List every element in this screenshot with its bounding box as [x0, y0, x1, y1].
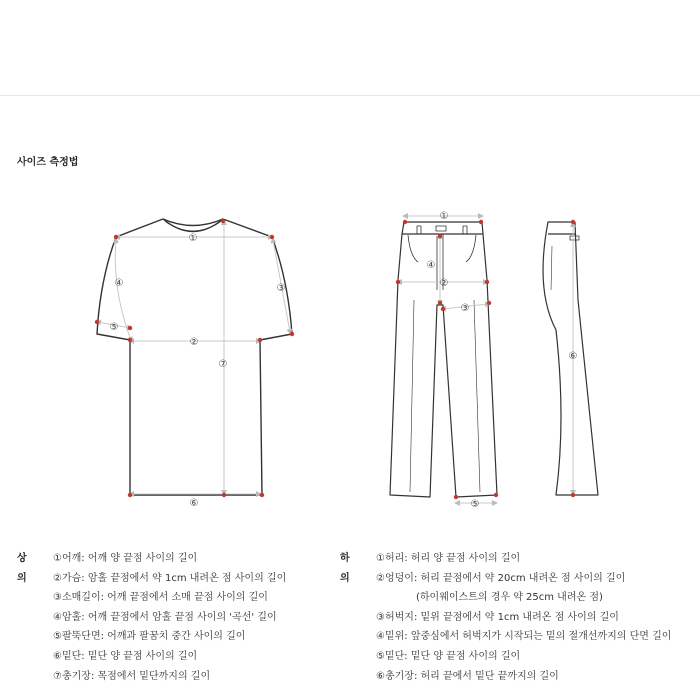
tshirt-label-7: ⑦: [218, 359, 228, 370]
size-measurement-diagram: [0, 195, 700, 515]
legend-item: ⑦총기장: 목점에서 밑단까지의 길이: [53, 670, 211, 682]
legend-item: ⑤밑단: 밑단 양 끝점 사이의 길이: [376, 650, 521, 662]
tshirt-label-6: ⑥: [189, 498, 199, 509]
pants-front-illustration: [390, 222, 497, 497]
legend-heading-top: 상의: [17, 553, 27, 584]
legend-item: ④암홀: 어깨 끝점에서 암홀 끝점 사이의 '곡선' 길이: [53, 611, 277, 623]
legend-item: ③소매길이: 어깨 끝점에서 소매 끝점 사이의 길이: [53, 592, 268, 604]
tshirt-label-3: ③: [276, 283, 286, 294]
page-title: 사이즈 측정법: [17, 157, 79, 168]
legend-item: ③허벅지: 밑위 끝점에서 약 1cm 내려온 점 사이의 길이: [376, 611, 619, 623]
pants-label-5: ⑤: [470, 499, 480, 510]
tshirt-label-5: ⑤: [109, 322, 119, 333]
legend-item: ⑥밑단: 밑단 양 끝점 사이의 길이: [53, 650, 198, 662]
legend-item: ④밑위: 앞중심에서 허벅지가 시작되는 밑의 절개선까지의 단면 길이: [376, 631, 672, 643]
top-divider: [0, 95, 700, 96]
legend-item-note: (하이웨이스트의 경우 약 25cm 내려온 점): [416, 592, 603, 604]
legend-heading-bottom: 하의: [340, 553, 350, 584]
tshirt-label-4: ④: [114, 278, 124, 289]
pants-label-2: ②: [439, 278, 449, 289]
legend-item: ②엉덩이: 허리 끝점에서 약 20cm 내려온 점 사이의 길이: [376, 572, 626, 584]
legend-item: ②가슴: 암홀 끝점에서 약 1cm 내려온 점 사이의 길이: [53, 572, 287, 584]
legend-item: ⑥총기장: 허리 끝에서 밑단 끝까지의 길이: [376, 670, 559, 682]
pants-label-6: ⑥: [568, 351, 578, 362]
legend-item: ①허리: 허리 양 끝점 사이의 길이: [376, 553, 521, 564]
legend-list-top: [53, 549, 286, 686]
legend-list-bottom: [376, 549, 671, 686]
legend-item: ①어깨: 어깨 양 끝점 사이의 길이: [53, 553, 198, 564]
tshirt-label-2: ②: [189, 337, 199, 348]
pants-label-4: ④: [426, 260, 436, 271]
tshirt-illustration: [97, 219, 292, 495]
pants-label-1: ①: [439, 211, 449, 222]
legend-item: ⑤팔뚝단면: 어깨과 팔꿈치 중간 사이의 길이: [53, 631, 246, 643]
pants-label-3: ③: [460, 303, 470, 314]
tshirt-label-1: ①: [188, 233, 198, 244]
